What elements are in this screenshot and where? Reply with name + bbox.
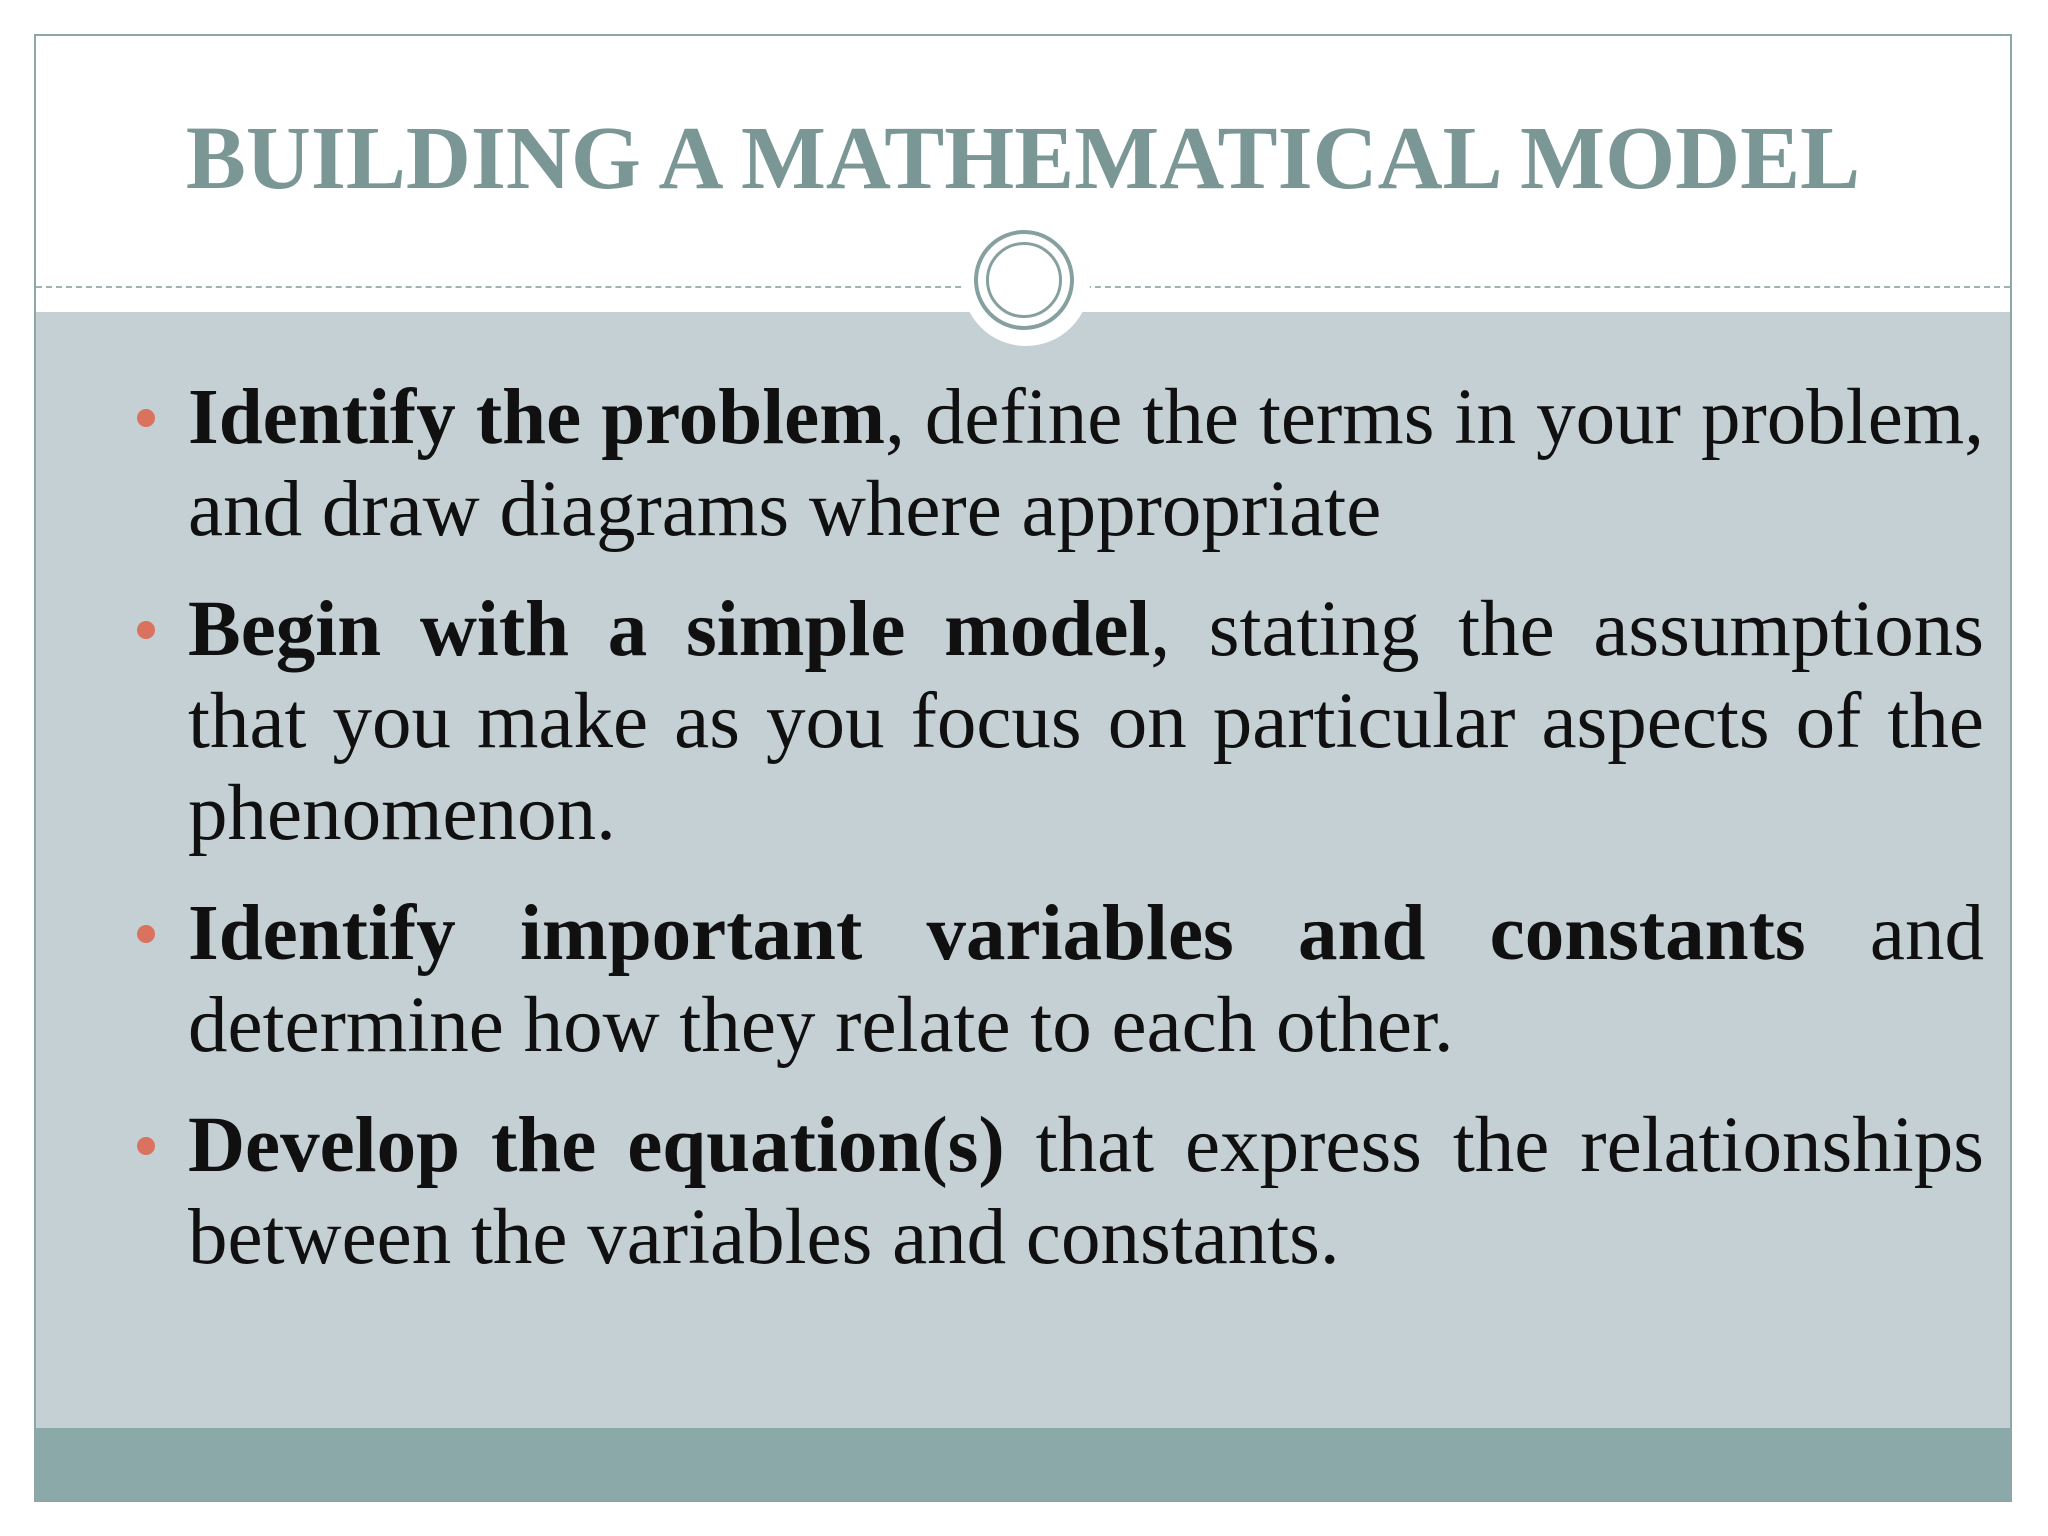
bullet-text: , define the terms in your problem, and draw diagrams where appropriate [188,374,1985,553]
bullet-dot-icon [137,1137,155,1155]
slide-frame [34,34,2012,1502]
bullet-text: and determine how they relate to each other. [188,890,1984,1069]
bullet-text: , stating the assumptions that you make as you focus on particular aspects of the phenomenon. [188,586,1984,857]
bullet-text: that express the relationships between the variables and constants. [188,1102,1984,1281]
circle-ornament-inner [986,242,1062,318]
bullet-heading: Develop the equation(s) [188,1102,1005,1189]
bullet-heading: Begin with a simple model [188,586,1151,673]
bullet-item-variables-constants [152,888,1984,1072]
bullet-item-develop-equations [152,1100,1984,1284]
bullet-dot-icon [137,925,155,943]
circle-ornament-outer [974,230,1074,330]
slide-title: BUILDING A MATHEMATICAL MODEL [185,109,1861,208]
bullet-list [152,372,1984,1312]
bullet-heading: Identify the problem [188,374,886,461]
bullet-item-identify-problem [152,372,1984,556]
bullet-dot-icon [137,621,155,639]
bullet-heading: Identify important variables and constants [188,890,1806,977]
bullet-dot-icon [137,409,155,427]
footer-band [36,1428,2010,1500]
bullet-item-simple-model [152,584,1984,860]
circle-ornament-icon [962,218,1090,346]
